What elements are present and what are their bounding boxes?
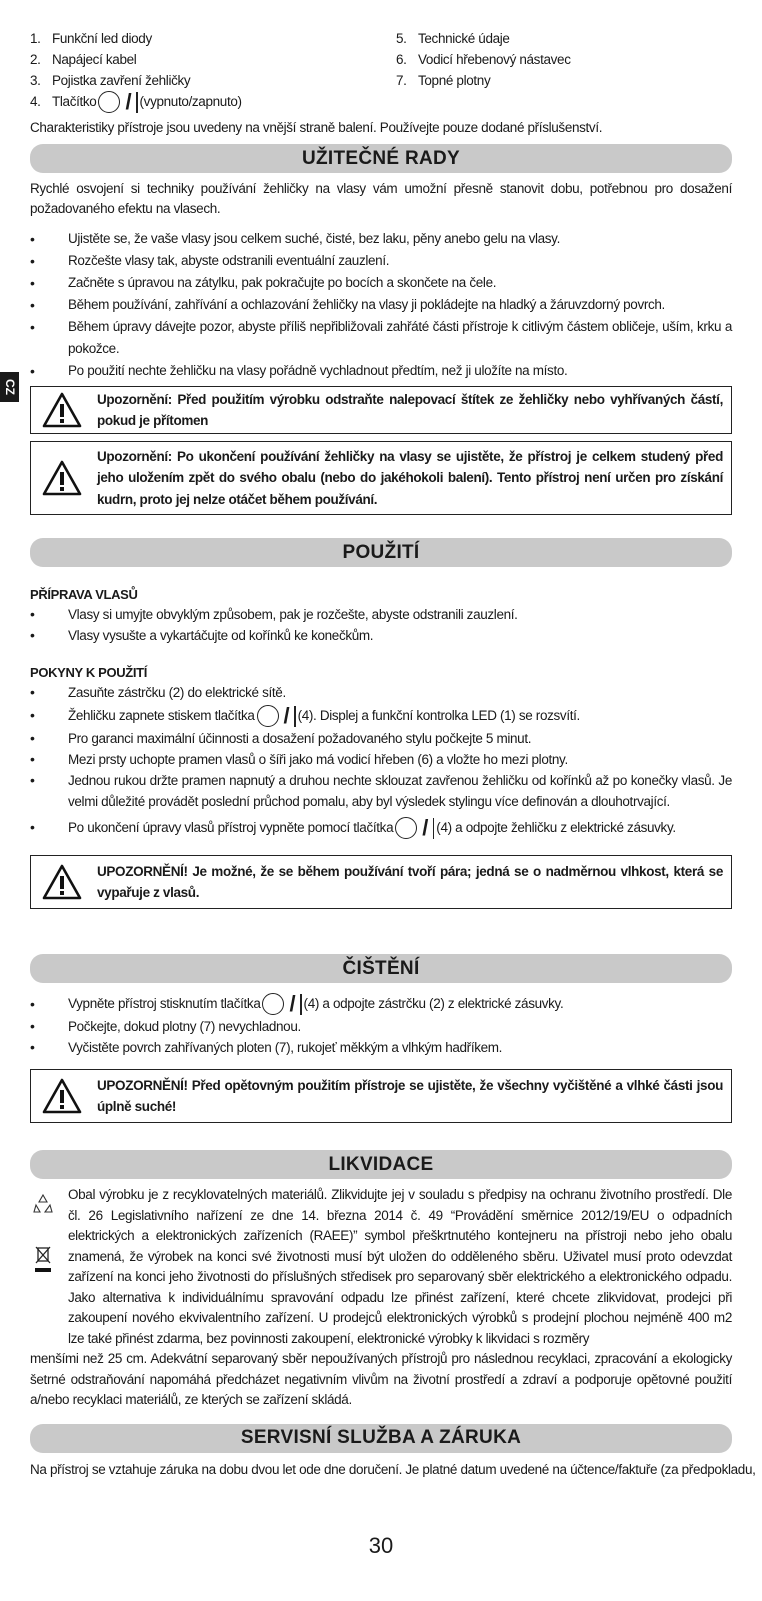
warning-text: Upozornění: Po ukončení používání žehličky na vlasy se ujistěte, že přístroj je celkem studený před jeho uložením zpět do svého obalu (nebo do jakéhokoli balení). Tento přístroj není určen pro získání kudrn, proto jej nelze otáčet během používání. <box>97 448 723 507</box>
instructions-list <box>30 682 732 840</box>
list-item: • Ujistěte se, že vaše vlasy jsou celkem suché, čisté, bez laku, pěny anebo gelu na vlasy. <box>30 228 732 250</box>
list-item: • Během úpravy dávejte pozor, abyste příliš nepřibližovali zahřáté části přístroje k citlivým částem obličeje, uším, krku a pokožce. <box>30 316 732 360</box>
section-heading-service: SERVISNÍ SLUŽBA A ZÁRUKA <box>30 1424 732 1453</box>
warning-box <box>30 1069 732 1123</box>
page-number: 30 <box>368 1533 394 1558</box>
list-item: • Jednou rukou držte pramen napnutý a druhou nechte sklouzat zavřenou žehličku od kořínků až po konečky vlasů. Je velmi důležité provádět poslední průchod pomalu, aby byl výsledek stylingu více definován a dlouhotrvající. <box>30 770 732 812</box>
part-item: 2. Napájecí kabel <box>30 52 137 67</box>
list-item: • Žehličku zapnete stiskem tlačítka / (4). Displej a funkční kontrolka LED (1) se rozsvítí. <box>30 703 732 728</box>
part-item: 3. Pojistka zavření žehličky <box>30 73 191 88</box>
warning-text: UPOZORNĚNÍ! Je možné, že se během používání tvoří pára; jedná se o nadměrnou vlhkost, která se vypařuje z vlasů. <box>97 863 723 900</box>
crossed-bin-icon <box>33 1244 58 1279</box>
warning-triangle-icon <box>31 863 93 901</box>
language-tab: CZ <box>0 372 19 402</box>
service-text: Na přístroj se vztahuje záruka na dobu dvou let ode dne doručení. Je platné datum uvedené na účtence/faktuře (za předpokladu, <box>30 1461 756 1477</box>
parts-list <box>30 28 732 113</box>
warning-box <box>30 441 732 515</box>
part-item: 6. Vodicí hřebenový nástavec <box>396 52 571 67</box>
tips-list <box>30 228 732 382</box>
warning-triangle-icon <box>31 459 93 497</box>
manual-page <box>30 28 756 1480</box>
list-item: • Vypněte přístroj stisknutím tlačítka / (4) a odpojte zástrčku (2) z elektrické zásuvky. <box>30 992 732 1016</box>
list-item: • Po ukončení úpravy vlasů přístroj vypněte pomocí tlačítka / (4) a odpojte žehličku z elektrické zásuvky. <box>30 815 732 840</box>
disposal-icons <box>30 1193 58 1279</box>
section-heading-tips: UŽITEČNÉ RADY <box>30 144 732 173</box>
section-heading-disposal: LIKVIDACE <box>30 1150 732 1179</box>
disposal-section <box>30 1185 732 1411</box>
power-button-icon: / <box>262 993 301 1015</box>
power-button-icon: / <box>395 817 434 839</box>
warning-triangle-icon <box>31 391 93 429</box>
list-item: • Vlasy si umyjte obvyklým způsobem, pak je rozčešte, abyste odstranili zauzlení. <box>30 604 732 625</box>
disposal-text-indented: Obal výrobku je z recyklovatelných materiálů. Zlikvidujte jej v souladu s předpisy na ochranu životního prostředí. Dle čl. 26 Legislativního nařízení ze dne 14. března 2014 č. 49 “Provádění směrnice 2012/19/EU o odpadních elektrických a elektronických zařízeních (RAEE)” symbol přeškrtnutého kontejneru na přístroji nebo jeho obalu znamená, že výrobek na konci své životnosti musí být uložen do odděleného sběru. Uživatel musí proto odevzdat zařízení na konci jeho životnosti do příslušných středisek pro separovaný sběr elektrického a elektronického odpadu. Jako alternativa k individuálnímu spravování odpadu lze přinést zařízení, které chcete zlikvidovat, prodejci při zakoupení nového ekvivalentního zařízení. U prodejců elektronických výrobků s prodejní plochou nejméně 400 m2 lze také přinést zdarma, bez povinnosti zakoupení, elektronické výrobky k likvidaci s rozměry <box>68 1187 732 1346</box>
list-item: • Rozčešte vlasy tak, abyste odstranili eventuální zauzlení. <box>30 250 732 272</box>
power-button-icon: / <box>257 705 296 727</box>
part-item: 7. Topné plotny <box>396 73 491 88</box>
section-heading-cleaning: ČIŠTĚNÍ <box>30 954 732 983</box>
cleaning-list <box>30 992 732 1058</box>
warning-triangle-icon <box>31 1077 93 1115</box>
parts-list-left <box>30 28 366 113</box>
warning-text: Upozornění: Před použitím výrobku odstraňte nalepovací štítek ze žehličky nebo vyhřívaných částí, pokud je přítomen <box>97 391 723 428</box>
disposal-text: menšími než 25 cm. Adekvátní separovaný sběr nepoužívaných přístrojů pro následnou recyklaci, zpracování a ekologicky šetrné odstraňování napomáhá předcházet negativním vlivům na životní prostředí a zdraví a podporuje opětovné použití a/nebo recyklaci materiálů, ze kterých se zařízení skládá. <box>30 1351 732 1407</box>
list-item: • Vlasy vysušte a vykartáčujte od kořínků ke konečkům. <box>30 625 732 646</box>
characteristics-note: Charakteristiky přístroje jsou uvedeny na vnější straně balení. Používejte pouze dodané příslušenství. <box>30 120 603 135</box>
list-item: • Zasuňte zástrčku (2) do elektrické sítě. <box>30 682 732 703</box>
list-item: • Začněte s úpravou na zátylku, pak pokračujte po bocích a skončete na čele. <box>30 272 732 294</box>
parts-list-right <box>366 28 732 113</box>
recycle-icon <box>32 1193 58 1220</box>
subheading-instructions: POKYNY K POUŽITÍ <box>30 665 147 680</box>
list-item: • Během používání, zahřívání a ochlazování žehličky na vlasy ji pokládejte na hladký a žáruvzdorný povrch. <box>30 294 732 316</box>
list-item: • Po použití nechte žehličku na vlasy pořádně vychladnout předtím, než ji uložíte na místo. <box>30 360 732 382</box>
part-item: 1. Funkční led diody <box>30 31 152 46</box>
prep-list <box>30 604 732 646</box>
list-item: • Mezi prsty uchopte pramen vlasů o šíři jako má vodicí hřeben (6) a vložte ho mezi plotny. <box>30 749 732 770</box>
part-item: 5. Technické údaje <box>396 31 510 46</box>
list-item: • Počkejte, dokud plotny (7) nevychladnou. <box>30 1016 732 1037</box>
warning-box <box>30 855 732 909</box>
tips-intro: Rychlé osvojení si techniky používání žehličky na vlasy vám umožní přesně stanovit dobu, potřebnou pro dosažení požadovaného efektu na vlasech. <box>30 181 732 216</box>
warning-box <box>30 386 732 434</box>
part-item-button: 4. Tlačítko / (vypnuto/zapnuto) <box>30 89 242 114</box>
list-item: • Vyčistěte povrch zahřívaných ploten (7), rukojeť měkkým a vlhkým hadříkem. <box>30 1037 732 1058</box>
power-button-icon: / <box>98 91 137 113</box>
subheading-hair-prep: PŘÍPRAVA VLASŮ <box>30 587 138 602</box>
list-item: • Pro garanci maximální účinnosti a dosažení požadovaného stylu počkejte 5 minut. <box>30 728 732 749</box>
warning-text: UPOZORNĚNÍ! Před opětovným použitím přístroje se ujistěte, že všechny vyčištěné a vlhké části jsou úplně suché! <box>97 1077 723 1114</box>
section-heading-usage: POUŽITÍ <box>30 538 732 567</box>
